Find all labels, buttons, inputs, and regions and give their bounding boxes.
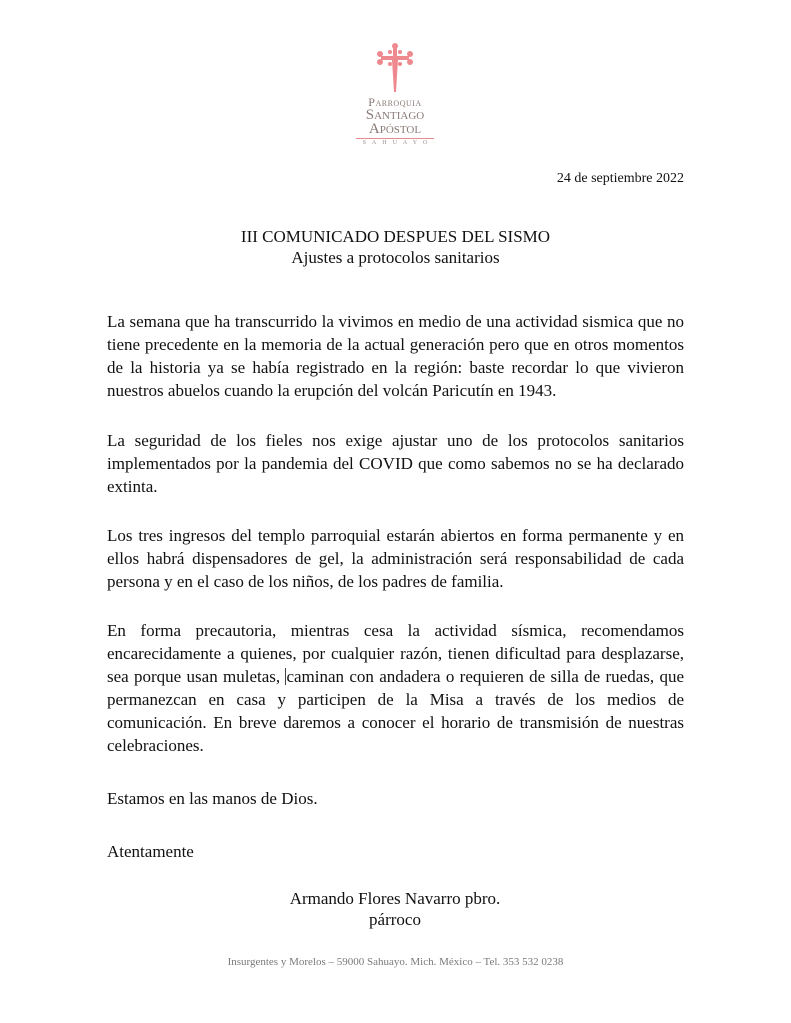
signature-name: Armando Flores Navarro pbro. (289, 889, 501, 908)
closing-salutation (107, 840, 684, 863)
letterhead-logo (330, 42, 460, 147)
paragraph-5 (107, 787, 684, 810)
letter-date: 24 de septiembre 2022 (556, 171, 684, 186)
logo-line-sahuayo: SAHUAYO (362, 140, 434, 146)
letter-subtitle: Ajustes a protocolos sanitarios (291, 248, 500, 267)
paragraph-3 (107, 524, 684, 593)
signature-block (280, 888, 510, 930)
paragraph-text[interactable] (107, 619, 684, 757)
signature-role: párroco (369, 910, 421, 929)
logo-line-parroquia: Parroquia (368, 95, 422, 109)
cross-of-santiago-icon (375, 42, 415, 94)
logo-line-apostol: Apóstol (368, 121, 422, 137)
paragraph-text: La seguridad de los fieles nos exige ajustar uno de los protocolos sanitarios implementados por la pandemia del COVID que como sabemos no se ha declarado extinta. (107, 431, 684, 496)
paragraph-text: Los tres ingresos del templo parroquial estarán abiertos en forma permanente y en ellos habrá dispensadores de gel, la administración será responsabilidad de cada persona y en el caso de los niños, de los padres de familia. (107, 526, 684, 591)
paragraph-4[interactable] (107, 619, 684, 757)
paragraph-text-after-cursor: caminan con andadera o requieren de silla de ruedas, que permanezcan en casa y participen de la Misa a través de los medios de comunicación. En breve daremos a conocer el horario de transmisión de nuestras celebraciones. (107, 667, 684, 755)
paragraph-text: La semana que ha transcurrido la vivimos en medio de una actividad sismica que no tiene precedente en la memoria de la actual generación pero que en otros momentos de la historia ya se había registrado en la región: baste recordar lo que vivieron nuestros abuelos cuando la erupción del volcán Paricutín en 1943. (107, 312, 684, 400)
logo-line-santiago: Santiago (365, 107, 425, 123)
paragraph-text: Estamos en las manos de Dios. (107, 789, 318, 808)
paragraph-text-before-cursor: En forma precautoria, mientras cesa la actividad sísmica, recomendamos encarecidamente a quienes, por cualquier razón, tienen dificultad para desplazarse, sea porque usan muletas, (107, 621, 684, 686)
footer-address: Insurgentes y Morelos – 59000 Sahuayo. Mich. México – Tel. 353 532 0238 (227, 956, 564, 968)
paragraph-2 (107, 429, 684, 498)
letter-title-block (0, 226, 791, 268)
letter-title: III COMUNICADO DESPUES DEL SISMO (240, 227, 551, 246)
paragraph-1 (107, 310, 684, 402)
paragraph-text: Atentamente (107, 842, 194, 861)
logo-divider (356, 138, 434, 139)
